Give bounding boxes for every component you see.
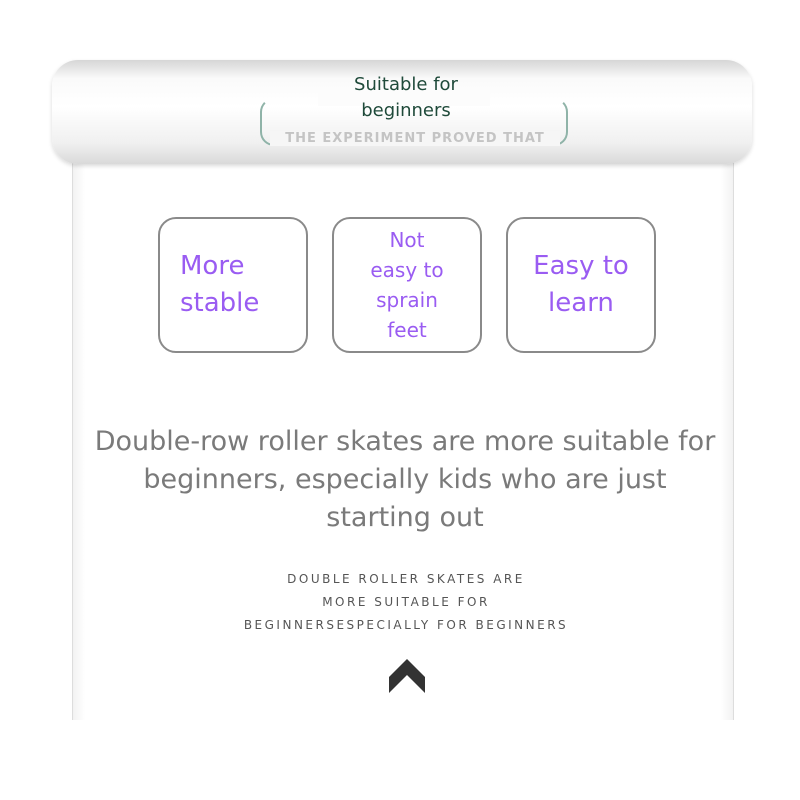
title-line: beginners [361,100,451,121]
caption-line: DOUBLE ROLLER SKATES ARE [287,572,525,586]
feature-line: stable [180,288,260,318]
caption-line: BEGINNERSESPECIALLY FOR BEGINNERS [243,618,569,632]
feature-line: easy to [370,258,444,282]
main-line: starting out [326,502,484,533]
feature-line: feet [387,318,427,342]
main-line: beginners, especially kids who are just [143,464,667,495]
caption-line: MORE SUITABLE FOR [322,595,490,609]
feature-line: Not [389,228,425,252]
header-subtitle: THE EXPERIMENT PROVED THAT [270,131,560,146]
feature-line: learn [548,288,614,318]
feature-more-stable [158,217,308,353]
feature-easy-to-learn [506,217,656,353]
feature-line: More [180,251,245,281]
feature-line: sprain [376,288,438,312]
caption [200,568,612,637]
header-title [300,72,512,124]
title-line: Suitable for [354,74,458,95]
feature-line: Easy to [533,251,629,281]
chevron-up-icon [389,659,425,693]
main-line: Double-row roller skates are more suitable for [94,426,716,457]
main-description [80,423,730,537]
feature-not-easy-to-sprain [332,217,482,353]
